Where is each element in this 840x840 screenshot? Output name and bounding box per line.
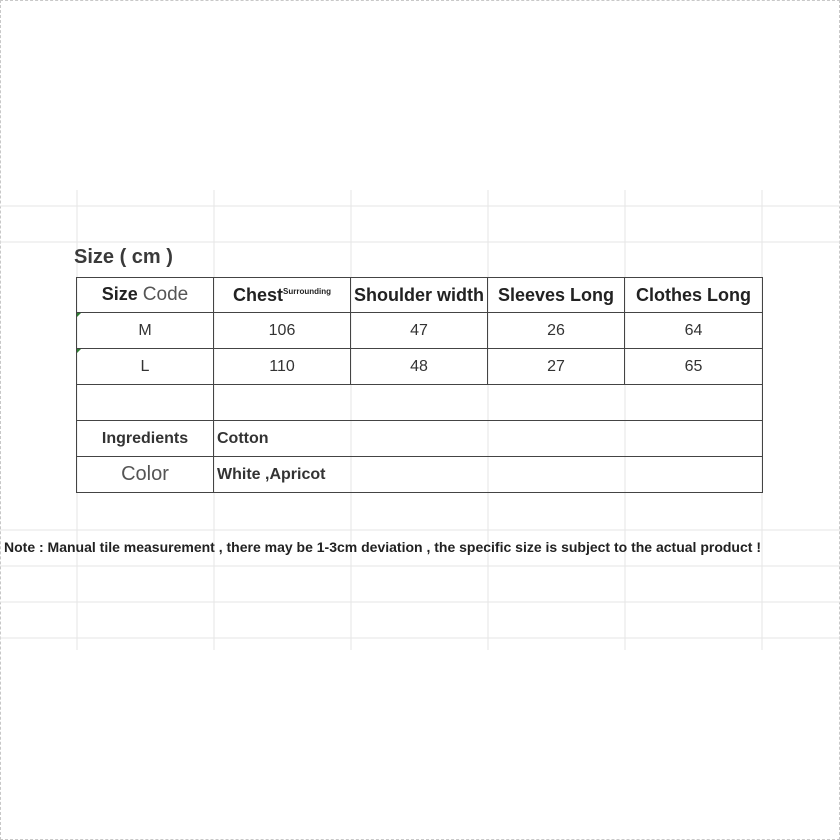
ingredients-label: Ingredients xyxy=(77,421,214,457)
header-sleeves: Sleeves Long xyxy=(488,278,625,313)
cell-clothes: 65 xyxy=(625,349,763,385)
header-chest-sup: Surrounding xyxy=(283,286,331,296)
header-size-label: Size xyxy=(101,284,143,304)
table-row xyxy=(77,349,763,385)
color-label: Color xyxy=(77,457,214,493)
cell-size: M xyxy=(77,313,214,349)
ingredients-value: Cotton xyxy=(214,421,763,457)
blank-row xyxy=(77,385,763,421)
cell-sleeves: 27 xyxy=(488,349,625,385)
cell-clothes: 64 xyxy=(625,313,763,349)
header-code-label: Code xyxy=(142,284,189,305)
size-table xyxy=(76,277,763,493)
cell-chest: 110 xyxy=(214,349,351,385)
cell-chest: 106 xyxy=(214,313,351,349)
header-clothes: Clothes Long xyxy=(625,278,763,313)
ingredients-row xyxy=(77,421,763,457)
measurement-note: Note : Manual tile measurement , there may be 1-3cm deviation , the specific size is subject to the actual product ! xyxy=(4,539,761,555)
blank-cell xyxy=(77,385,214,421)
header-chest-label: Chest xyxy=(232,284,283,305)
cell-shoulder: 47 xyxy=(351,313,488,349)
color-row xyxy=(77,457,763,493)
cell-size: L xyxy=(77,349,214,385)
table-title: Size ( cm ) xyxy=(74,246,173,268)
header-row xyxy=(77,278,763,313)
header-shoulder: Shoulder width xyxy=(351,278,488,313)
table-row xyxy=(77,313,763,349)
cell-sleeves: 26 xyxy=(488,313,625,349)
header-chest xyxy=(214,278,351,313)
cell-shoulder: 48 xyxy=(351,349,488,385)
blank-cell xyxy=(214,385,763,421)
header-size-code xyxy=(77,278,214,313)
color-value: White ,Apricot xyxy=(214,457,763,493)
